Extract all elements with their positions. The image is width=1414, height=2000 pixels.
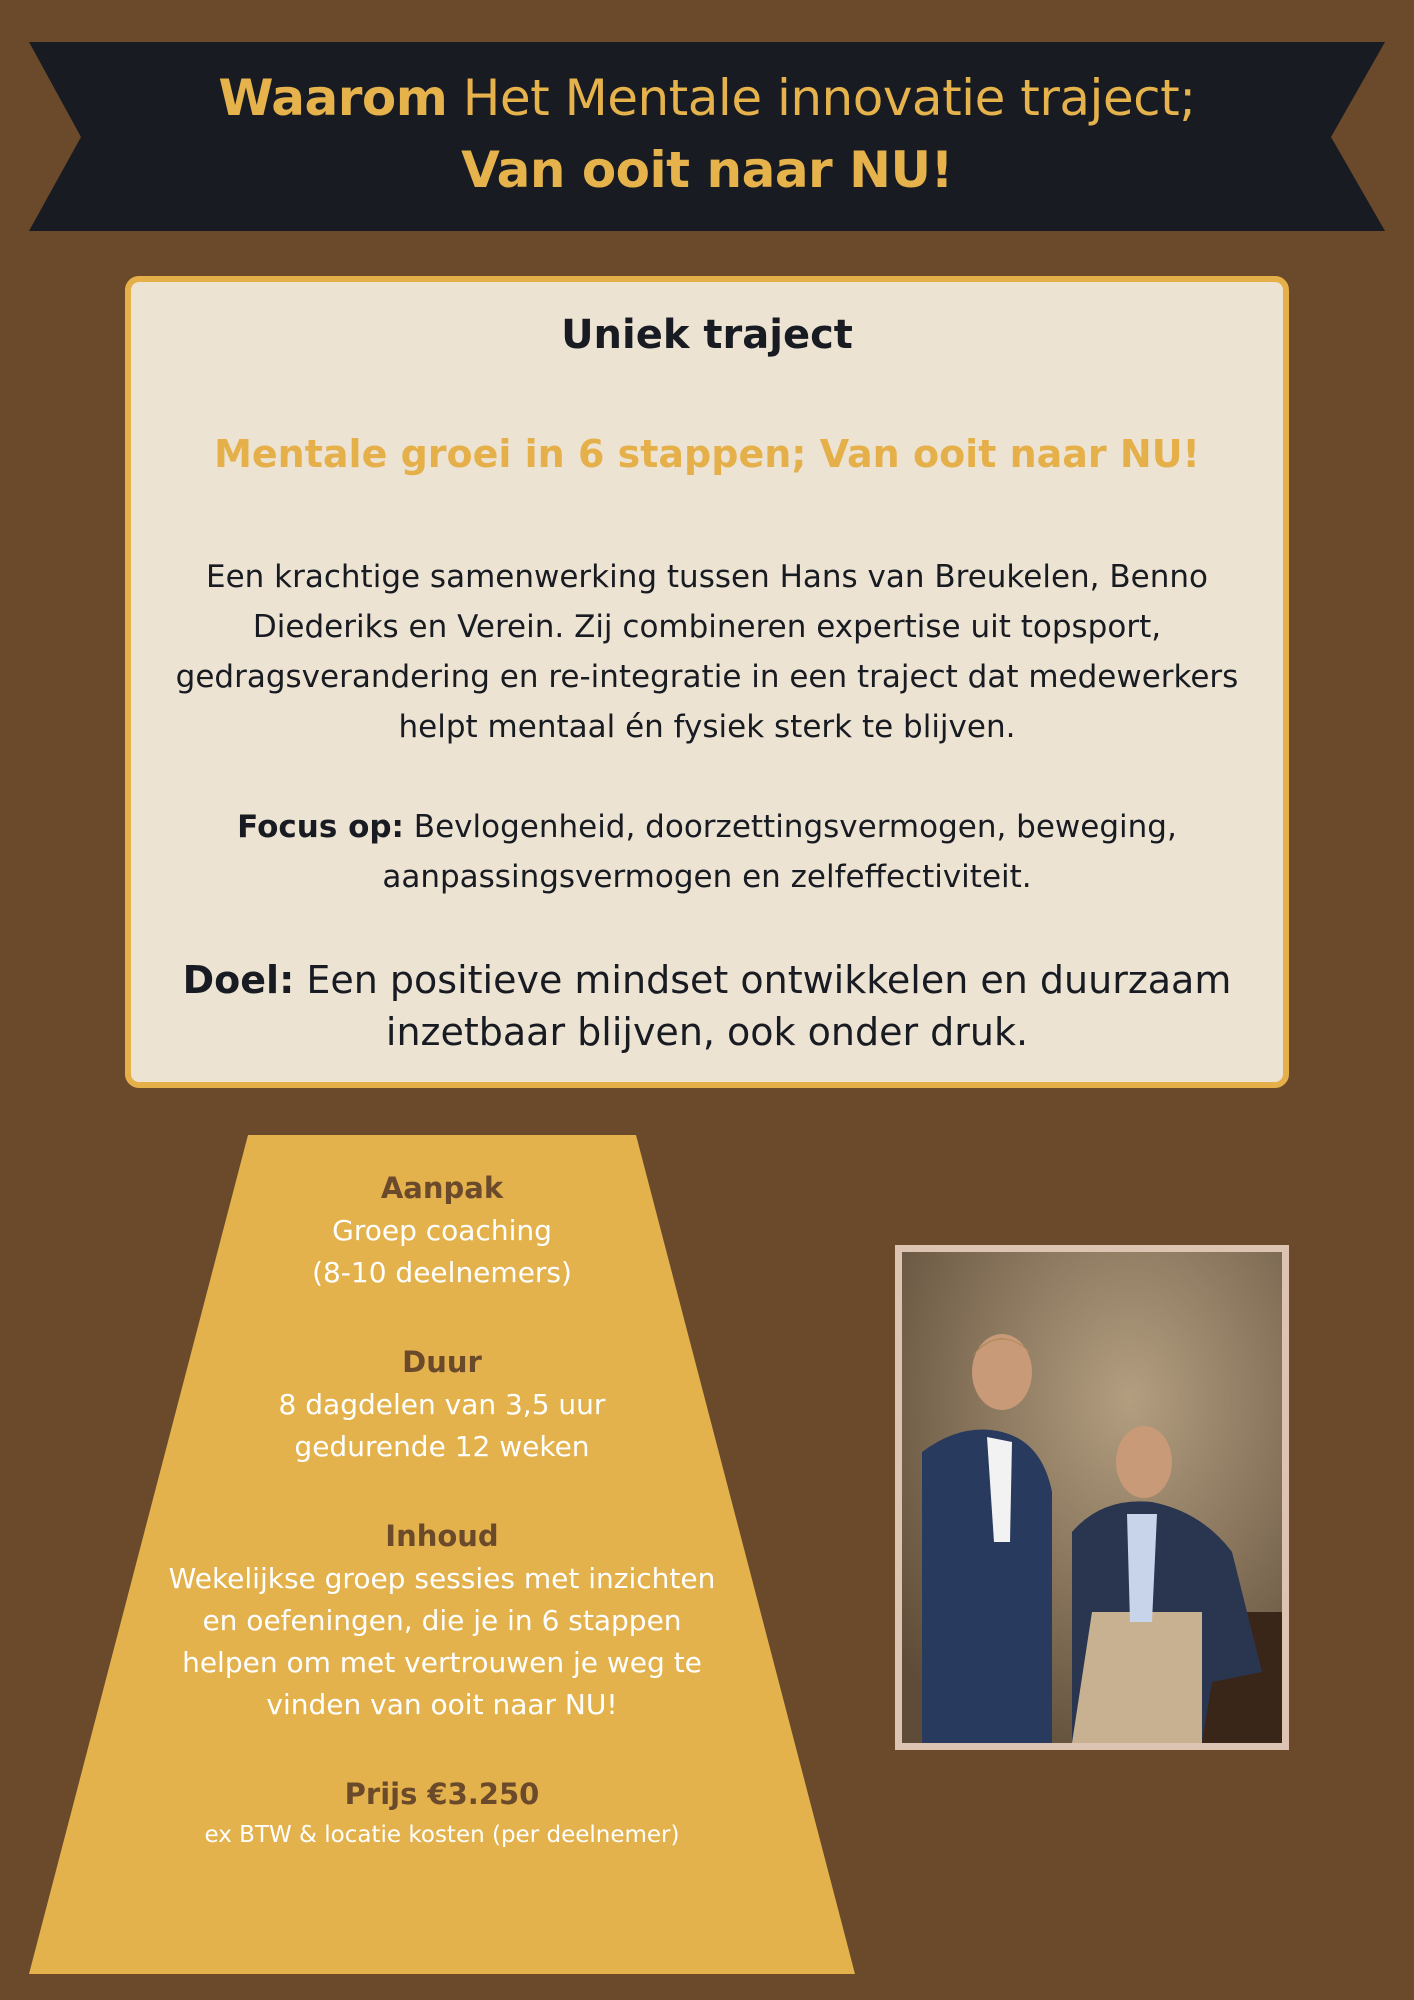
aanpak-line2: (8-10 deelnemers) [312,1256,572,1289]
prijs-label: Prijs €3.250 [344,1777,540,1811]
card-title: Uniek traject [561,312,853,358]
team-photo [895,1245,1289,1750]
card-paragraph: Een krachtige samenwerking tussen Hans van Breukelen, Benno Diederiks en Verein. Zij combineren expertise uit topsport, gedragsverandering en re-integratie in een traject dat medewerkers helpt mentaal én fysiek sterk te blijven. [175,559,1239,745]
doel-label: Doel: [182,958,295,1002]
duur-line1: 8 dagdelen van 3,5 uur [278,1388,606,1421]
focus-body: Bevlogenheid, doorzettingsvermogen, beweging, aanpassingsvermogen en zelfeffectiviteit. [382,809,1177,895]
inhoud-label: Inhoud [385,1519,499,1553]
card-subtitle: Mentale groei in 6 stappen; Van ooit naar NU! [214,432,1200,476]
duur-line2: gedurende 12 weken [294,1430,590,1463]
title-rest: Het Mentale innovatie traject; [447,69,1196,127]
header-banner [0,0,1414,260]
doel-body: Een positieve mindset ontwikkelen en duurzaam inzetbaar blijven, ook onder druk. [294,958,1232,1054]
focus-text [141,802,1273,902]
aanpak-line1: Groep coaching [332,1214,552,1247]
details-list [132,1166,752,1854]
info-card [125,276,1289,1088]
aanpak-label: Aanpak [380,1171,504,1205]
duur-label: Duur [402,1345,482,1379]
title-subtitle: Van ooit naar NU! [461,141,953,199]
focus-label: Focus op: [237,809,404,845]
page-title [0,62,1414,206]
prijs-note: ex BTW & locatie kosten (per deelnemer) [204,1822,680,1848]
title-bold: Waarom [218,69,448,127]
inhoud-text: Wekelijkse groep sessies met inzichten en oefeningen, die je in 6 stappen helpen om met vertrouwen je weg te vinden van ooit naar NU! [168,1562,716,1721]
doel-text [141,954,1273,1058]
